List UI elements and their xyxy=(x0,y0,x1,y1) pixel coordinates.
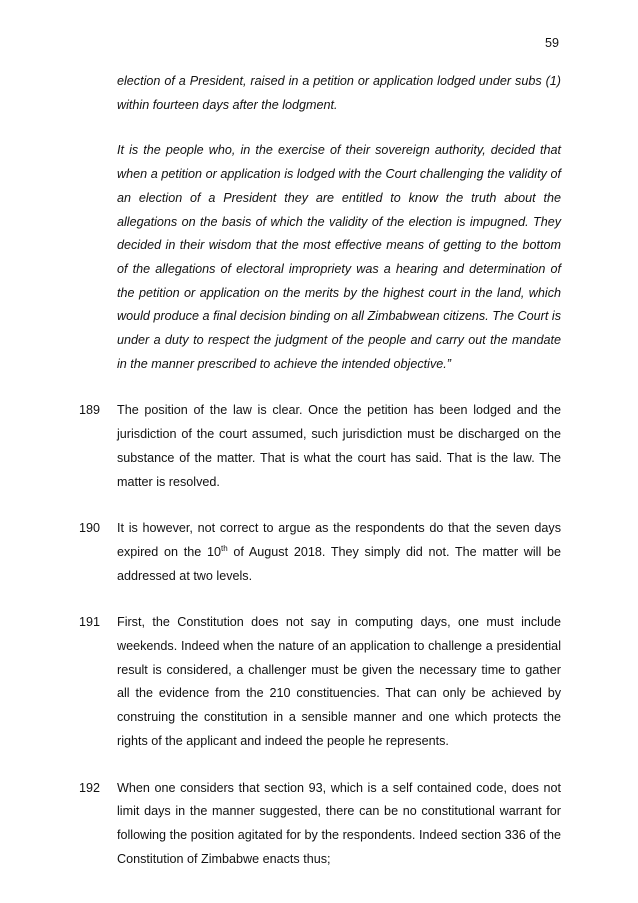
paragraph-number: 191 xyxy=(79,615,101,630)
block-quote xyxy=(117,70,561,376)
paragraph-191 xyxy=(79,611,561,753)
paragraph-192 xyxy=(79,777,561,872)
quote-paragraph: It is the people who, in the exercise of their sovereign authority, decided that when a petition or application is lodged with the Court challenging the validity of an election of a President they are entitled to know the truth about the allegations on the basis of which the validity of the election is impugned. They decided in their wisdom that the most effective means of getting to the bottom of the allegations of electoral impropriety was a hearing and determination of the petition or application on the merits by the highest court in the land, which would produce a final decision binding on all Zimbabwean citizens. The Court is under a duty to respect the judgment of the people and carry out the mandate in the manner prescribed to achieve the intended objective.” xyxy=(117,143,561,371)
paragraph-number: 190 xyxy=(79,521,101,536)
ordinal-superscript: th xyxy=(220,543,228,553)
paragraph-text-part: It is however, not correct to argue as the respondents do that the seven days expired on the 10 xyxy=(117,521,561,559)
paragraph-190 xyxy=(79,517,561,588)
quote-paragraph: election of a President, raised in a petition or application lodged under subs (1) within fourteen days after the lodgment. xyxy=(117,74,561,112)
document-body xyxy=(79,70,561,871)
paragraph-189 xyxy=(79,399,561,494)
paragraph-text-part: of August 2018. They simply did not. The matter will be addressed at two levels. xyxy=(117,544,561,583)
paragraph-text xyxy=(117,517,561,588)
paragraph-number: 192 xyxy=(79,780,101,795)
paragraph-text: The position of the law is clear. Once the petition has been lodged and the jurisdiction of the court assumed, such jurisdiction must be discharged on the substance of the matter. That is what the court has said. That is the law. The matter is resolved. xyxy=(117,403,561,489)
paragraph-text: When one considers that section 93, which is a self contained code, does not limit days in the manner suggested, there can be no constitutional warrant for following the position agitated for by the respondents. Indeed section 336 of the Constitution of Zimbabwe enacts thus; xyxy=(117,780,561,866)
page-number: 59 xyxy=(544,36,559,50)
paragraph-text: First, the Constitution does not say in computing days, one must include weekends. Indeed when the nature of an application to challenge a presidential result is considered, a challenger must be given the necessary time to gather all the evidence from the 210 constituencies. That can only be achieved by construing the constitution in a sensible manner and one which protects the rights of the applicant and indeed the people he represents. xyxy=(117,615,561,748)
paragraph-number: 189 xyxy=(79,403,101,418)
